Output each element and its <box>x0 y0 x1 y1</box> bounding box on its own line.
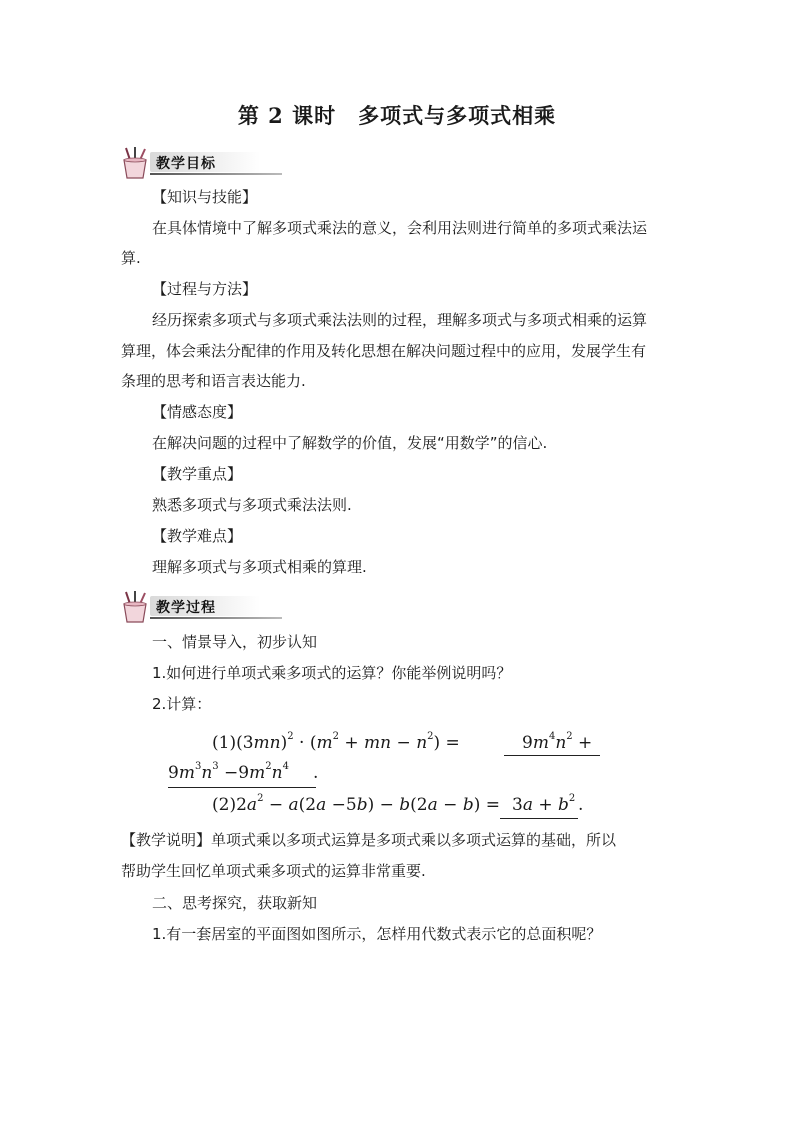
calc-1-answer-part1: $9m^4n^2$ + <box>522 731 593 753</box>
paragraph-line: 在解决问题的过程中了解数学的价值，发展“用数学”的信心. <box>152 434 548 452</box>
key-point-heading: 【教学重点】 <box>152 465 243 483</box>
attitude-heading: 【情感态度】 <box>152 403 243 421</box>
paragraph-line: 理解多项式与多项式相乘的算理. <box>152 558 367 576</box>
knowledge-heading: 【知识与技能】 <box>152 188 258 206</box>
calc-2-expression: $(2)2a^2 - a(2a -5b) - b(2a - b)$ = <box>212 793 500 815</box>
paragraph-line: 算理，体会乘法分配律的作用及转化思想在解决问题过程中的应用，发展学生有 <box>121 342 647 360</box>
section-header-goals <box>118 146 268 180</box>
answer-blank-line <box>504 754 600 756</box>
question-2: 2.计算： <box>152 695 212 713</box>
teaching-note-line: 【教学说明】单项式乘以多项式运算是多项式乘以多项式运算的基础，所以 <box>121 831 617 849</box>
section-label: 教学目标 <box>156 156 216 172</box>
question-1: 1.如何进行单项式乘多项式的运算？你能举例说明吗？ <box>152 664 512 682</box>
calc-2-label: (2) <box>212 795 237 815</box>
paragraph-line: 算. <box>121 249 141 267</box>
period: . <box>578 795 584 815</box>
paragraph-line: 在具体情境中了解多项式乘法的意义，会利用法则进行简单的多项式乘法运 <box>152 219 648 237</box>
section-label: 教学过程 <box>156 600 216 616</box>
method-heading: 【过程与方法】 <box>152 280 258 298</box>
calc-1-answer-part2: $9m^3n^3 -9m^2n^4$ <box>168 761 289 783</box>
paragraph-line: 熟悉多项式与多项式乘法法则. <box>152 496 352 514</box>
difficult-point-heading: 【教学难点】 <box>152 527 243 545</box>
pen-holder-icon <box>118 590 154 624</box>
page-title: 第 2 课时 多项式与多项式相乘 <box>237 103 557 128</box>
section-underline <box>150 173 282 175</box>
period: . <box>313 763 319 783</box>
paragraph-line: 经历探索多项式与多项式乘法法则的过程，理解多项式与多项式相乘的运算 <box>152 311 648 329</box>
answer-blank-line <box>168 786 316 788</box>
answer-blank-line <box>500 817 578 819</box>
part1-heading: 一、情景导入，初步认知 <box>152 633 318 651</box>
section-header-process <box>118 590 268 624</box>
calc-2-answer: $3a + b^2$ <box>512 793 576 815</box>
calc-1-expression: $(1)(3mn)^2 \cdot (m^2$ + mn − $n^2$) = <box>212 731 460 753</box>
pen-holder-icon <box>118 146 154 180</box>
teaching-note-line: 帮助学生回忆单项式乘多项式的运算非常重要. <box>121 862 426 880</box>
part2-heading: 二、思考探究，获取新知 <box>152 894 318 912</box>
section-underline <box>150 617 282 619</box>
paragraph-line: 条理的思考和语言表达能力. <box>121 372 306 390</box>
calc-1-label: (1) <box>212 733 237 753</box>
question-3: 1.有一套居室的平面图如图所示，怎样用代数式表示它的总面积呢？ <box>152 925 602 943</box>
